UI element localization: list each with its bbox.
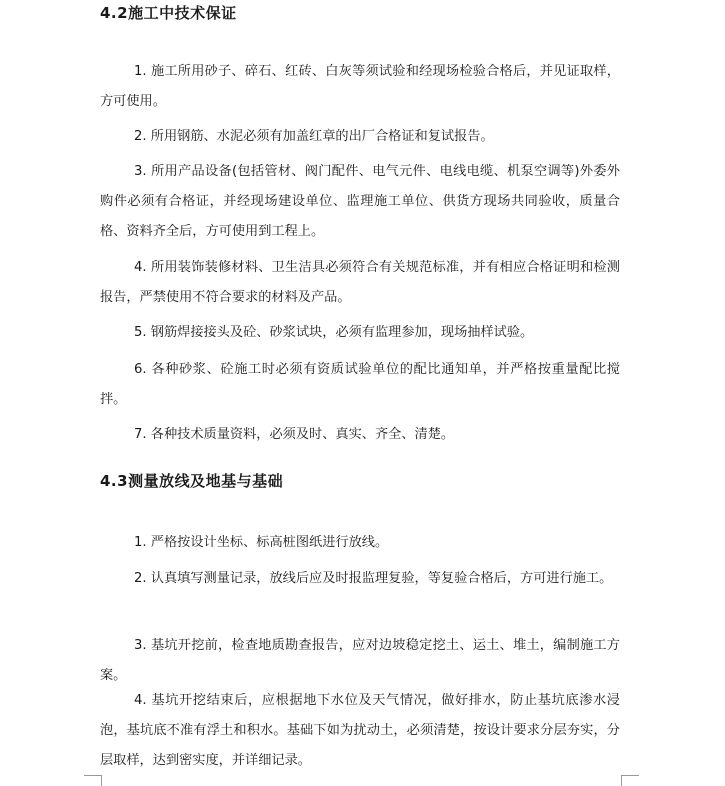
paragraph-4-2-item-4: 4. 所用装饰装修材料、卫生洁具必须符合有关规范标准，并有相应合格证明和检测报告，严禁使用不符合要求的材料及产品。	[100, 260, 620, 305]
page-corner-mark-right	[621, 775, 639, 786]
section-heading-4-2: 4.2施工中技术保证	[100, 4, 237, 22]
paragraph-4-2-item-1: 1. 施工所用砂子、碎石、红砖、白灰等须试验和经现场检验合格后，并见证取样，方可使用。	[100, 64, 620, 109]
paragraph-4-3-item-3: 3. 基坑开挖前，检查地质勘查报告，应对边坡稳定挖土、运土、堆土，编制施工方案。	[100, 638, 620, 683]
paragraph-4-2-item-7: 7. 各种技术质量资料，必须及时、真实、齐全、清楚。	[134, 427, 455, 442]
paragraph-4-2-item-6: 6. 各种砂浆、砼施工时必须有资质试验单位的配比通知单，并严格按重量配比搅拌。	[100, 362, 620, 407]
paragraph-4-3-item-2: 2. 认真填写测量记录，放线后应及时报监理复验，等复验合格后，方可进行施工。	[134, 571, 613, 586]
paragraph-4-3-item-4: 4. 基坑开挖结束后，应根据地下水位及天气情况，做好排水，防止基坑底渗水浸泡，基坑底不准有浮土和积水。基础下如为扰动土，必须清楚，按设计要求分层夯实，分层取样，达到密实度，并详细记录。	[100, 693, 620, 768]
paragraph-4-2-item-2: 2. 所用钢筋、水泥必须有加盖红章的出厂合格证和复试报告。	[134, 129, 494, 144]
paragraph-4-2-item-5: 5. 钢筋焊接接头及砼、砂浆试块，必须有监理参加，现场抽样试验。	[134, 325, 534, 340]
section-heading-4-3: 4.3测量放线及地基与基础	[100, 472, 284, 490]
paragraph-4-3-item-1: 1. 严格按设计坐标、标高桩图纸进行放线。	[134, 535, 389, 550]
paragraph-4-2-item-3: 3. 所用产品设备(包括管材、阀门配件、电气元件、电线电缆、机泵空调等)外委外购件必须有合格证，并经现场建设单位、监理施工单位、供货方现场共同验收，质量合格、资料齐全后，方可使用到工程上。	[100, 164, 620, 239]
page-corner-mark-left	[84, 775, 102, 786]
